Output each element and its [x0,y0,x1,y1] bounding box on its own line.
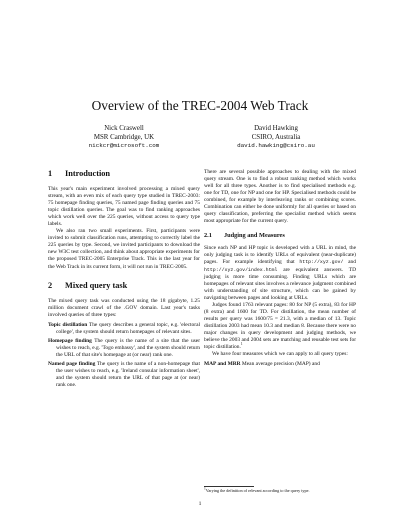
author-name: Nick Craswell [104,125,144,132]
subsection-title: Judging and Measures [224,232,285,240]
author-block-2 [201,125,351,151]
author-name: David Hawking [254,125,298,132]
judging-paragraph-2 [204,302,356,351]
definition-text: The query is the name of a non-homepage that the user wishes to reach, e.g. 'Ireland consular information sheet', and the system should return the URL of that page at (or near) rank one. [56,360,200,389]
mixed-paragraph-2: There are several possible approaches to dealing with the mixed query stream. One is to find a robust ranking method which works well for all three types. Another is to find specialised methods e.g. one for TD, one for NP and one for HP. Specialised methods could be combined, for example by interleaving ranks or combining scores. Combination can either be done uniformly for all queries or based on query classification, preferring the specialist method which seems most appropriate for the current query. [204,169,356,225]
definition-text: The query describes a general topic, e.g. 'electoral college', the system should return homepages of relevant sites. [56,321,200,335]
footnote [204,488,356,493]
definition-term: Topic distillation [48,321,88,328]
author-block-1 [49,125,199,151]
page-number: 1 [198,501,202,507]
mixed-paragraph-1: The mixed query task was conducted using the 18 gigabyte, 1.25 million document crawl of the .GOV domain. Last year's tasks involved queries of three types: [48,297,200,318]
judging-text: Since each NP and HP topic is developed with a URL in mind, the only judging task is to identify URLs of equivalent (near-duplicate) pages. For example identifying that [204,245,356,266]
author-email: nickcr@microsoft.com [88,142,160,150]
example-url: http://xyz.gov/index.html [204,267,278,273]
judging-text: and [343,259,356,266]
section-heading-introduction [48,169,200,179]
footnote-marker: 1 [240,342,243,347]
left-column [48,169,200,391]
definition-term: Named page finding [48,360,96,367]
section-heading-mixed-query [48,281,200,291]
right-column [204,169,356,370]
query-type-definitions [48,322,200,389]
footnote-text: Varying the definition of relevant according to the query type. [205,488,310,493]
section-number: 2 [48,280,53,290]
example-url: http://xyz.gov/ [299,260,344,266]
author-affiliation: CSIRO, Australia [251,133,301,141]
judging-paragraph-3: We have four measures which we can apply to all query types: [212,351,348,358]
definition-term: MAP and MRR [204,361,241,368]
author-affiliation: MSR Cambridge, UK [93,133,155,141]
subsection-heading-judging [204,232,356,240]
definition-term: Homepage finding [48,337,92,344]
footnote-divider [204,486,254,487]
section-title: Mixed query task [65,280,128,290]
section-title: Introduction [65,169,111,178]
definition-text: The query is the name of a site that the user wishes to reach, e.g. 'Togo embassy', and the system should return the URL of that site's homepage at (or near) rank one. [56,337,201,358]
definition-item [204,361,356,368]
section-number: 1 [48,169,53,178]
definition-item [48,322,200,336]
author-email: david.hawking@csiro.au [237,142,315,150]
subsection-number: 2.1 [204,232,212,240]
definition-item [48,361,200,389]
judging-paragraph-1 [204,245,356,301]
intro-paragraph-2: We also ran two small experiments. First, participants were invited to submit classification runs, attempting to correctly label the 225 queries by type. Second, we invited participants to download the new W3C test collection, and think about appropriate experiments for the proposed TREC-2005 Enterprise Track. This is the last year for the Web Track in its current form, it will not run in TREC-2005. [48,228,200,270]
judging-text: are equivalent answers. TD judging is more time consuming. Finding URLs which are homepages of relevant sites involves a relevance judgment combined with understanding of site structure, which can be gained by navigating between pages and looking at URLs. [204,266,356,301]
intro-paragraph-1: This year's main experiment involved processing a mixed query stream, with an even mix of each query type studied in TREC-2003: 75 homepage finding queries, 75 named page finding queries and 75 topic distillation queries. The goal was to find ranking approaches which work well over the 225 queries, without access to query type labels. [48,186,200,228]
paper-title: Overview of the TREC-2004 Web Track [91,98,309,113]
footnote-mark: 1 [204,486,206,491]
judging-text: Judges found 1763 relevant pages: 80 for NP (5 extra), 83 for HP (8 extra) and 1600 for TD. For distillation, the mean number of results per query was 1600/75 = 21.3, with a median of 13. Topic distillation 2003 had mean 10.3 and median 8. Because there were no major changes in query development and judging methods, we believe the 2003 and 2004 sets are matching and reusable test sets for topic distillation. [204,301,356,351]
definition-item [48,338,200,359]
definition-text: Mean average precision (MAP) and [241,361,320,368]
